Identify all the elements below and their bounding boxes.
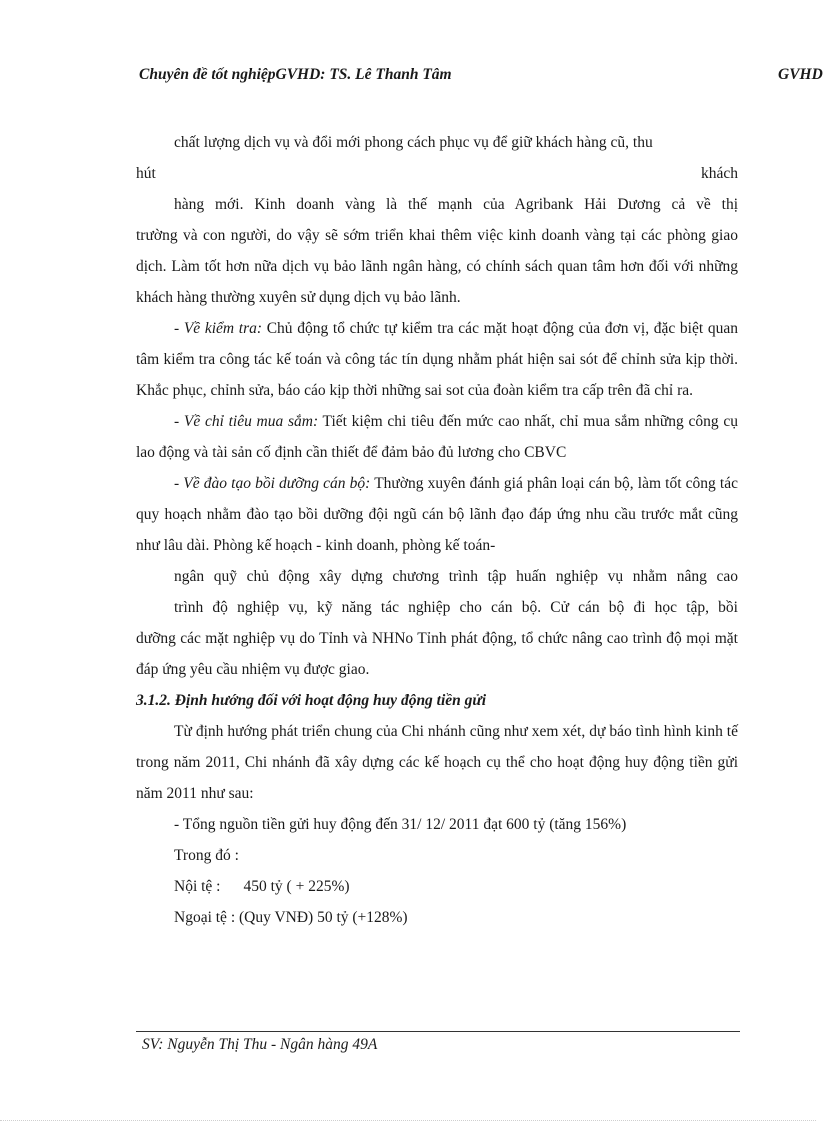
text-word: hút: [136, 165, 156, 182]
header-title: Chuyên đề tốt nghiệpGVHD: TS. Lê Thanh Tâm: [139, 66, 452, 83]
paragraph-text: Thường xuyên đánh giá phân loại cán bộ, làm tốt công tác quy hoạch nhằm đào tạo bồi dưỡng đội ngũ cán bộ lãnh đạo đáp ứng nhu cầu trước mắt cũng như lâu dài. Phòng kế hoạch - kinh doanh, phòng kế toán-: [136, 475, 738, 554]
text-line: Ngoại tệ : (Quy VNĐ) 50 tỷ (+128%): [174, 909, 408, 926]
paragraph-kiem-tra: [136, 313, 738, 406]
page-header: [0, 66, 823, 92]
text-line-split: [136, 158, 738, 189]
text-line: [136, 871, 738, 902]
paragraph: trường và con người, do vậy sẽ sớm triển khai thêm việc kinh doanh vàng tại các phòng giao dịch. Làm tốt hơn nữa dịch vụ bảo lãnh ngân hàng, có chính sách quan tâm hơn đối với những khách hàng thường xuyên sử dụng dịch vụ bảo lãnh.: [136, 227, 738, 306]
text-line: - Tổng nguồn tiền gửi huy động đến 31/ 12/ 2011 đạt 600 tỷ (tăng 156%): [174, 816, 627, 833]
text-line: trình độ nghiệp vụ, kỹ năng tác nghiệp cho cán bộ. Cử cán bộ đi học tập, bồi: [174, 599, 738, 616]
text-line: Trong đó :: [174, 847, 239, 864]
paragraph-label: - Về chỉ tiêu mua sắm:: [174, 413, 319, 430]
section-heading: 3.1.2. Định hướng đối với hoạt động huy động tiền gửi: [136, 692, 487, 709]
paragraph-dao-tao: [136, 468, 738, 561]
paragraph-mua-sam: [136, 406, 738, 468]
footer-rule: [136, 1031, 740, 1032]
text-line: chất lượng dịch vụ và đổi mới phong cách phục vụ để giữ khách hàng cũ, thu: [174, 134, 653, 151]
text-line: hàng mới. Kinh doanh vàng là thế mạnh của Agribank Hải Dương cả về thị: [174, 196, 738, 213]
paragraph-text: Chủ động tổ chức tự kiểm tra các mặt hoạt động của đơn vị, đặc biệt quan tâm kiểm tra công tác kế toán và công tác tín dụng nhằm phát hiện sai sót để chỉnh sửa kịp thời. Khắc phục, chỉnh sửa, báo cáo kịp thời những sai sot của đoàn kiểm tra cấp trên đã chỉ ra.: [136, 320, 738, 399]
text-word: khách: [700, 165, 738, 182]
paragraph-label: - Về kiểm tra:: [174, 320, 263, 337]
page-bottom-border: [0, 1120, 816, 1121]
paragraph-text: Tiết kiệm chi tiêu đến mức cao nhất, chỉ mua sắm những công cụ lao động và tài sản cố định cần thiết để đảm bảo đủ lương cho CBVC: [136, 413, 738, 461]
header-right-fragment: GVHD: [778, 66, 823, 83]
text-line: ngân quỹ chủ động xây dựng chương trình tập huấn nghiệp vụ nhằm nâng cao: [174, 568, 738, 585]
currency-value: 450 tỷ ( + 225%): [243, 878, 350, 895]
document-body: [136, 127, 738, 933]
currency-label: Nội tệ :: [174, 878, 221, 895]
page-footer: SV: Nguyễn Thị Thu - Ngân hàng 49A: [142, 1036, 378, 1053]
paragraph-label: - Về đào tạo bồi dưỡng cán bộ:: [174, 475, 371, 492]
paragraph: dưỡng các mặt nghiệp vụ do Tỉnh và NHNo Tỉnh phát động, tổ chức nâng cao trình độ mọi mặt đáp ứng yêu cầu nhiệm vụ được giao.: [136, 630, 738, 678]
paragraph: Từ định hướng phát triển chung của Chi nhánh cũng như xem xét, dự báo tình hình kinh tế trong năm 2011, Chi nhánh đã xây dựng các kế hoạch cụ thể cho hoạt động huy động tiền gửi năm 2011 như sau:: [136, 723, 738, 802]
